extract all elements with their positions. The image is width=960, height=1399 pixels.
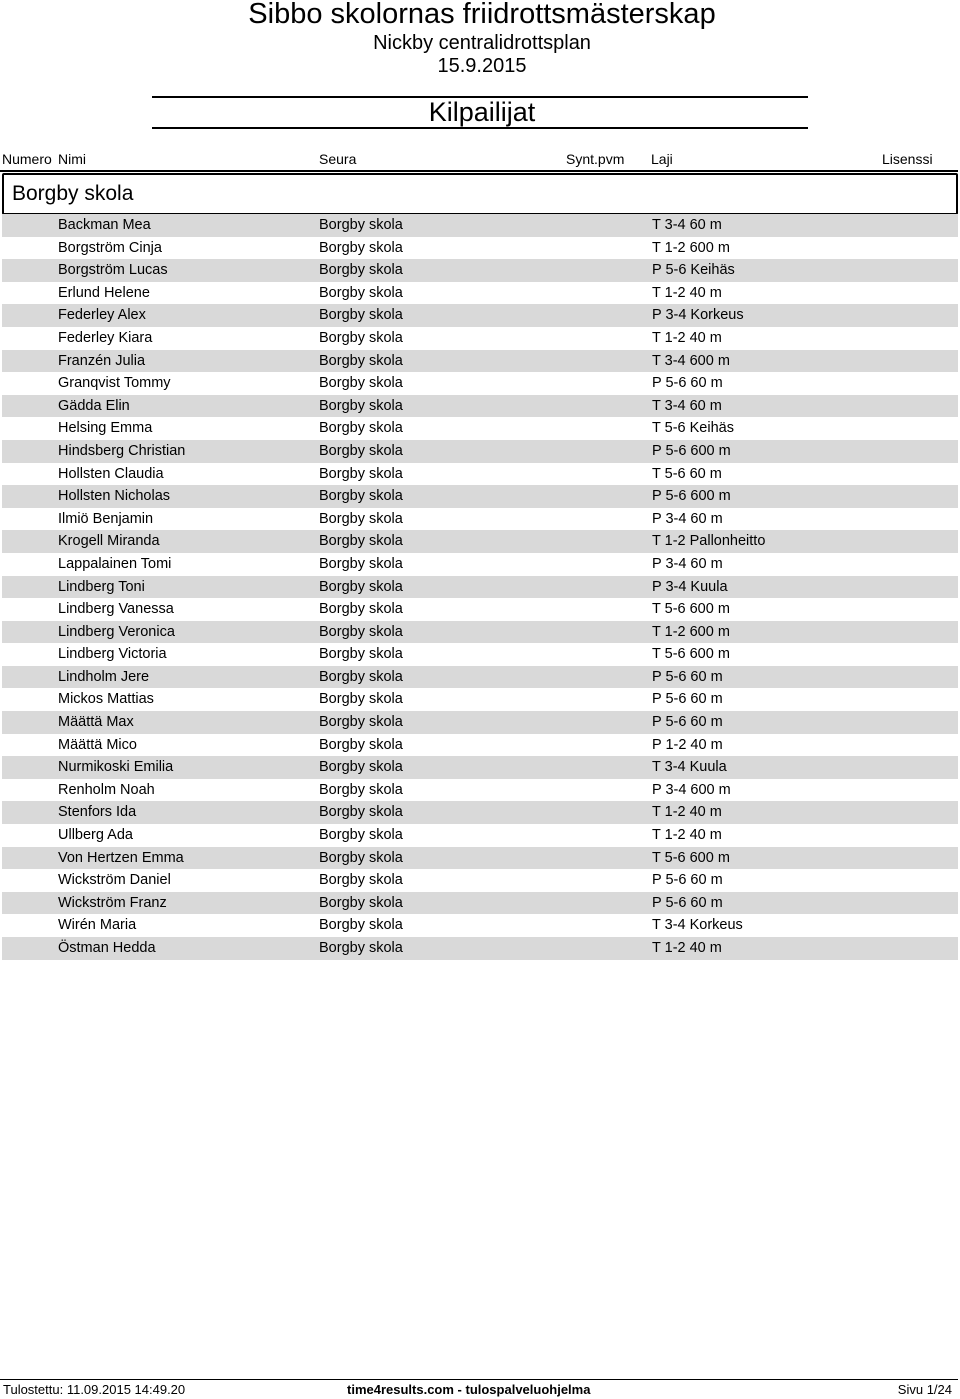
competitor-event: P 3-4 60 m — [652, 510, 723, 527]
page-heading: Kilpailijat — [428, 97, 536, 127]
competitor-name: Hindsberg Christian — [58, 442, 186, 459]
table-row — [2, 463, 958, 486]
competitor-name: Stenfors Ida — [58, 804, 137, 821]
competitor-club: Borgby skola — [319, 262, 403, 279]
competitor-name: Federley Alex — [58, 307, 146, 324]
competitor-club: Borgby skola — [319, 555, 403, 572]
competitor-club: Borgby skola — [319, 217, 403, 233]
competitor-name: Nurmikoski Emilia — [58, 759, 174, 776]
competitor-club: Borgby skola — [319, 284, 403, 301]
venue: Nickby centralidrottsplan — [373, 32, 591, 54]
table-row — [2, 598, 958, 621]
competitor-club: Borgby skola — [319, 375, 403, 392]
competitor-event: T 1-2 40 m — [652, 284, 722, 301]
competitor-name: Ilmiö Benjamin — [58, 510, 154, 527]
table-row — [2, 282, 958, 305]
competitor-name: Gädda Elin — [58, 397, 130, 414]
competitor-club: Borgby skola — [319, 917, 403, 934]
table-row — [2, 824, 958, 847]
competitor-club: Borgby skola — [319, 442, 403, 459]
competitor-club: Borgby skola — [319, 601, 403, 618]
competitor-event: T 1-2 Pallonheitto — [652, 533, 766, 550]
competitor-club: Borgby skola — [319, 239, 403, 256]
col-numero: Numero — [2, 151, 52, 167]
competitor-club: Borgby skola — [319, 623, 403, 640]
competitor-event: T 5-6 600 m — [652, 646, 730, 663]
competitor-event: P 3-4 600 m — [652, 781, 731, 798]
print-timestamp: Tulostettu: 11.09.2015 14:49.20 — [3, 1382, 186, 1397]
competitor-event: T 1-2 40 m — [652, 329, 722, 346]
competitor-club: Borgby skola — [319, 646, 403, 663]
competitor-club: Borgby skola — [319, 759, 403, 776]
competitor-list — [2, 214, 958, 960]
competitor-club: Borgby skola — [319, 668, 403, 685]
page-number: Sivu 1/24 — [897, 1382, 952, 1397]
competitor-club: Borgby skola — [319, 533, 403, 550]
competitor-event: P 3-4 Korkeus — [652, 307, 744, 324]
competitor-event: T 1-2 40 m — [652, 804, 722, 821]
table-row — [2, 666, 958, 689]
competitor-name: Määttä Max — [58, 714, 134, 731]
competitor-club: Borgby skola — [319, 781, 403, 798]
competitor-event: P 5-6 600 m — [652, 488, 731, 505]
table-row — [2, 756, 958, 779]
competitor-name: Määttä Mico — [58, 736, 137, 753]
col-synt: Synt.pvm — [566, 151, 625, 167]
competitor-name: Wickström Franz — [58, 894, 167, 911]
table-row — [2, 869, 958, 892]
competitor-name: Mickos Mattias — [58, 691, 154, 708]
competitor-event: P 1-2 40 m — [652, 736, 723, 753]
competitor-club: Borgby skola — [319, 827, 403, 844]
table-row — [2, 711, 958, 734]
competitor-club: Borgby skola — [319, 714, 403, 731]
competitor-club: Borgby skola — [319, 849, 403, 866]
table-row — [2, 214, 958, 237]
table-row — [2, 259, 958, 282]
table-row — [2, 621, 958, 644]
column-header-rule — [0, 170, 958, 172]
competitor-name: Ullberg Ada — [58, 827, 133, 844]
competitor-event: P 3-4 60 m — [652, 555, 723, 572]
column-header — [0, 149, 960, 169]
col-laji: Laji — [651, 151, 673, 167]
competitor-event: P 5-6 Keihäs — [652, 262, 735, 279]
competitor-name: Östman Hedda — [58, 940, 156, 956]
table-row — [2, 304, 958, 327]
col-seura: Seura — [319, 151, 357, 167]
competitor-name: Lindberg Veronica — [58, 623, 175, 640]
table-row — [2, 485, 958, 508]
competitor-name: Von Hertzen Emma — [58, 849, 184, 866]
competitor-name: Granqvist Tommy — [58, 375, 171, 392]
table-row — [2, 643, 958, 666]
table-row — [2, 688, 958, 711]
competitor-club: Borgby skola — [319, 736, 403, 753]
competitor-name: Helsing Emma — [58, 420, 153, 437]
competitor-name: Backman Mea — [58, 217, 151, 233]
competitor-club: Borgby skola — [319, 329, 403, 346]
competitor-club: Borgby skola — [319, 578, 403, 595]
competitor-name: Lappalainen Tomi — [58, 555, 172, 572]
table-row — [2, 508, 958, 531]
table-row — [2, 914, 958, 937]
competitor-name: Lindberg Victoria — [58, 646, 167, 663]
competitor-event: T 5-6 600 m — [652, 601, 730, 618]
competitor-event: P 5-6 60 m — [652, 691, 723, 708]
competitor-club: Borgby skola — [319, 352, 403, 369]
competitor-event: T 3-4 600 m — [652, 352, 730, 369]
competitor-club: Borgby skola — [319, 872, 403, 889]
table-row — [2, 801, 958, 824]
competitor-event: T 3-4 60 m — [652, 397, 722, 414]
table-row — [2, 576, 958, 599]
competitor-name: Lindberg Vanessa — [58, 601, 174, 618]
col-lisenssi: Lisenssi — [882, 151, 933, 167]
competitor-club: Borgby skola — [319, 397, 403, 414]
competitor-club: Borgby skola — [319, 307, 403, 324]
competitor-name: Franzén Julia — [58, 352, 146, 369]
table-row — [2, 417, 958, 440]
event-title: Sibbo skolornas friidrottsmästerskap — [248, 0, 716, 30]
competitor-event: P 5-6 60 m — [652, 668, 723, 685]
competitor-name: Lindholm Jere — [58, 668, 150, 685]
competitor-event: P 5-6 60 m — [652, 714, 723, 731]
table-row — [2, 530, 958, 553]
table-row — [2, 779, 958, 802]
competitor-event: T 5-6 600 m — [652, 849, 730, 866]
table-row — [2, 937, 958, 960]
competitor-club: Borgby skola — [319, 804, 403, 821]
competitor-club: Borgby skola — [319, 940, 403, 956]
competitor-event: T 1-2 600 m — [652, 239, 730, 256]
table-row — [2, 395, 958, 418]
competitor-club: Borgby skola — [319, 894, 403, 911]
competitor-name: Hollsten Claudia — [58, 465, 164, 482]
competitor-name: Borgström Lucas — [58, 262, 168, 279]
competitor-name: Hollsten Nicholas — [58, 488, 171, 505]
table-row — [2, 350, 958, 373]
heading-rule-bottom — [152, 127, 808, 129]
competitor-event: P 5-6 600 m — [652, 442, 731, 459]
competitor-event: P 3-4 Kuula — [652, 578, 728, 595]
footer — [0, 1381, 960, 1399]
competitor-event: T 5-6 60 m — [652, 465, 722, 482]
table-row — [2, 327, 958, 350]
table-row — [2, 734, 958, 757]
competitor-event: P 5-6 60 m — [652, 894, 723, 911]
competitor-event: T 1-2 40 m — [652, 827, 722, 844]
competitor-event: P 5-6 60 m — [652, 375, 723, 392]
section-title: Borgby skola — [12, 182, 134, 205]
section-header — [2, 173, 958, 215]
competitor-event: T 3-4 Korkeus — [652, 917, 743, 934]
competitor-name: Wirén Maria — [58, 917, 137, 934]
competitor-name: Krogell Miranda — [58, 533, 160, 550]
table-row — [2, 847, 958, 870]
col-nimi: Nimi — [58, 151, 86, 167]
competitor-name: Wickström Daniel — [58, 872, 171, 889]
competitor-event: T 3-4 Kuula — [652, 759, 727, 776]
competitor-club: Borgby skola — [319, 465, 403, 482]
footer-rule — [0, 1379, 958, 1380]
competitor-club: Borgby skola — [319, 420, 403, 437]
competitor-event: T 3-4 60 m — [652, 217, 722, 233]
table-row — [2, 440, 958, 463]
competitor-name: Erlund Helene — [58, 284, 150, 301]
competitor-club: Borgby skola — [319, 488, 403, 505]
competitor-event: T 1-2 40 m — [652, 940, 722, 956]
competitor-event: T 5-6 Keihäs — [652, 420, 734, 437]
competitor-name: Federley Kiara — [58, 329, 153, 346]
competitor-event: T 1-2 600 m — [652, 623, 730, 640]
table-row — [2, 892, 958, 915]
competitor-club: Borgby skola — [319, 691, 403, 708]
event-date: 15.9.2015 — [437, 55, 527, 77]
competitor-name: Borgström Cinja — [58, 239, 162, 256]
competitor-club: Borgby skola — [319, 510, 403, 527]
competitor-name: Renholm Noah — [58, 781, 155, 798]
software-credit: time4results.com - tulospalveluohjelma — [347, 1382, 591, 1397]
table-row — [2, 372, 958, 395]
competitor-name: Lindberg Toni — [58, 578, 145, 595]
table-row — [2, 237, 958, 260]
competitor-event: P 5-6 60 m — [652, 872, 723, 889]
table-row — [2, 553, 958, 576]
